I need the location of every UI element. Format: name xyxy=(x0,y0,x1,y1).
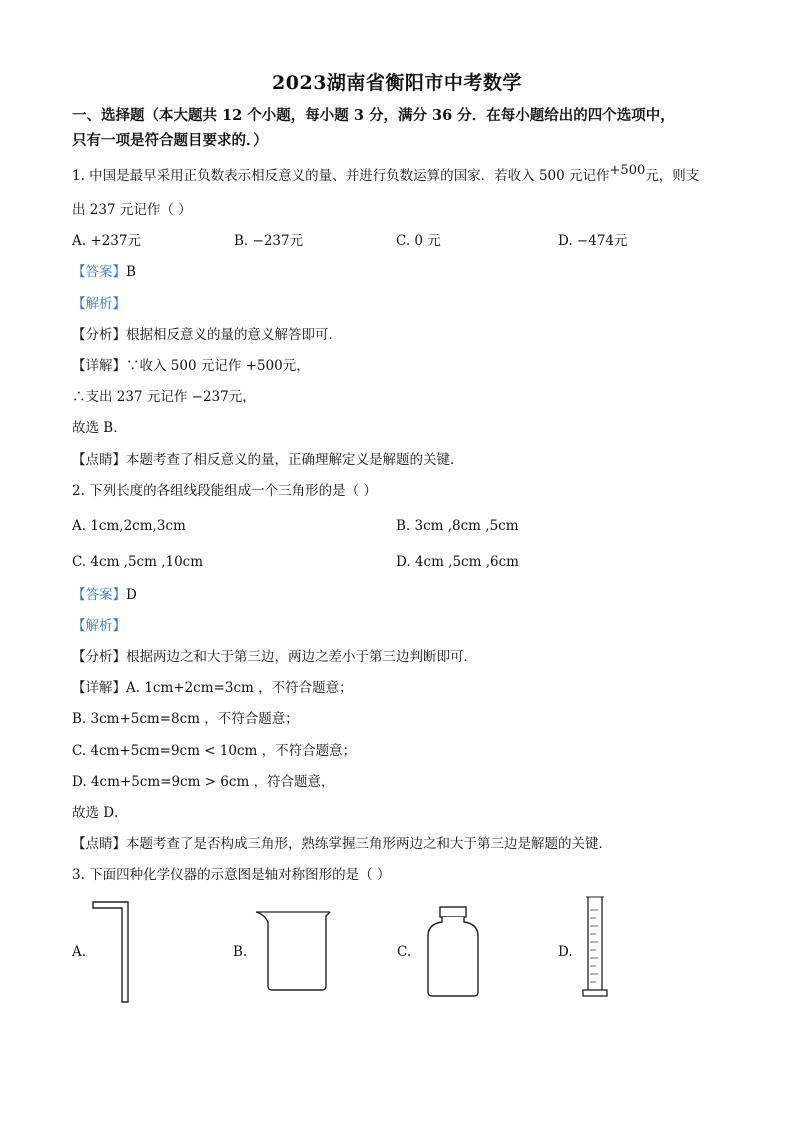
q1-xiangjie xyxy=(72,356,310,376)
graduated-cylinder-figure xyxy=(580,894,610,1008)
q1-xiangjie-tag: 【详解】 xyxy=(72,358,126,374)
q3-label-d: D. xyxy=(558,944,573,960)
section-heading-line-1: 一、选择题（本大题共 12 个小题，每小题 3 分，满分 36 分．在每小题给出的四个选项中， xyxy=(72,107,675,124)
q1-option-d: D. −474元 xyxy=(558,233,628,249)
q2-option-a: A. 1cm,2cm,3cm xyxy=(72,518,186,534)
q1-option-b: B. −237元 xyxy=(234,233,304,249)
q2-analysis xyxy=(72,616,126,636)
q1-fenxi-tag: 【分析】 xyxy=(72,327,126,343)
q1-stem-line-2: 出 237 元记作（ ） xyxy=(72,202,192,218)
q1-answer-tag: 【答案】 xyxy=(72,264,126,280)
q2-answer xyxy=(72,585,137,605)
q2-answer-value: D xyxy=(126,587,137,603)
q2-option-c: C. 4cm ,5cm ,10cm xyxy=(72,554,204,570)
q1-option-c: C. 0 元 xyxy=(396,233,441,249)
q1-stem-tail: 元，则支 xyxy=(645,168,700,184)
q1-analysis-tag: 【解析】 xyxy=(72,296,126,312)
q1-dianjing xyxy=(72,450,464,470)
q1-analysis xyxy=(72,294,126,314)
l-shaped-tube-figure xyxy=(90,898,140,1006)
q1-fenxi-text: 根据相反意义的量的意义解答即可． xyxy=(126,327,342,343)
q1-option-a: A. +237元 xyxy=(72,233,141,249)
q3-label-b: B. xyxy=(233,944,248,960)
q2-xiangjie-text: A. 1cm+2cm=3cm ，不符合题意； xyxy=(126,680,353,696)
q2-fenxi-text: 根据两边之和大于第三边，两边之差小于第三边判断即可． xyxy=(126,649,477,665)
q2-dianjing xyxy=(72,834,612,854)
q2-dianjing-text: 本题考查了是否构成三角形，熟练掌握三角形两边之和大于第三边是解题的关键． xyxy=(126,836,612,852)
q2-step-d: D. 4cm+5cm=9cm > 6cm ，符合题意， xyxy=(72,774,335,790)
q1-dianjing-text: 本题考查了相反意义的量，正确理解定义是解题的关键． xyxy=(126,452,464,468)
q3-stem: 3. 下面四种化学仪器的示意图是轴对称图形的是（ ） xyxy=(72,867,391,883)
q2-stem: 2. 下列长度的各组线段能组成一个三角形的是（ ） xyxy=(72,483,377,499)
q1-answer-value: B xyxy=(126,264,136,280)
q3-label-c: C. xyxy=(397,944,412,960)
q3-label-a: A. xyxy=(72,944,87,960)
q2-step-b: B. 3cm+5cm=8cm ，不符合题意； xyxy=(72,711,299,727)
q1-fenxi xyxy=(72,325,342,345)
q1-answer xyxy=(72,262,136,282)
q2-option-d: D. 4cm ,5cm ,6cm xyxy=(396,554,519,570)
q2-dianjing-tag: 【点睛】 xyxy=(72,836,126,852)
q1-xiangjie-text: ∵收入 500 元记作 +500元， xyxy=(126,358,310,374)
page-title: 2023湖南省衡阳市中考数学 xyxy=(272,72,522,94)
q2-analysis-tag: 【解析】 xyxy=(72,618,126,634)
q2-option-b: B. 3cm ,8cm ,5cm xyxy=(396,518,519,534)
q1-stem-text: 1. 中国是最早采用正负数表示相反意义的量、并进行负数运算的国家．若收入 500 元记作 xyxy=(72,168,610,184)
q2-xiangjie-tag: 【详解】 xyxy=(72,680,126,696)
beaker-figure xyxy=(252,908,334,992)
q1-stem-superscript: +500 xyxy=(609,163,646,178)
q2-fenxi xyxy=(72,647,477,667)
bottle-figure xyxy=(424,904,482,1000)
q2-xiangjie xyxy=(72,678,353,698)
q2-fenxi-tag: 【分析】 xyxy=(72,649,126,665)
q1-stem-line-1 xyxy=(72,163,700,187)
q1-dianjing-tag: 【点睛】 xyxy=(72,452,126,468)
q2-answer-tag: 【答案】 xyxy=(72,587,126,603)
q1-choose: 故选 B． xyxy=(72,420,127,436)
q2-step-c: C. 4cm+5cm=9cm < 10cm ，不符合题意； xyxy=(72,743,357,759)
section-heading-line-2: 只有一项是符合题目要求的．） xyxy=(72,132,268,149)
q1-step-2: ∴支出 237 元记作 −237元， xyxy=(72,389,256,405)
q2-choose: 故选 D． xyxy=(72,805,128,821)
